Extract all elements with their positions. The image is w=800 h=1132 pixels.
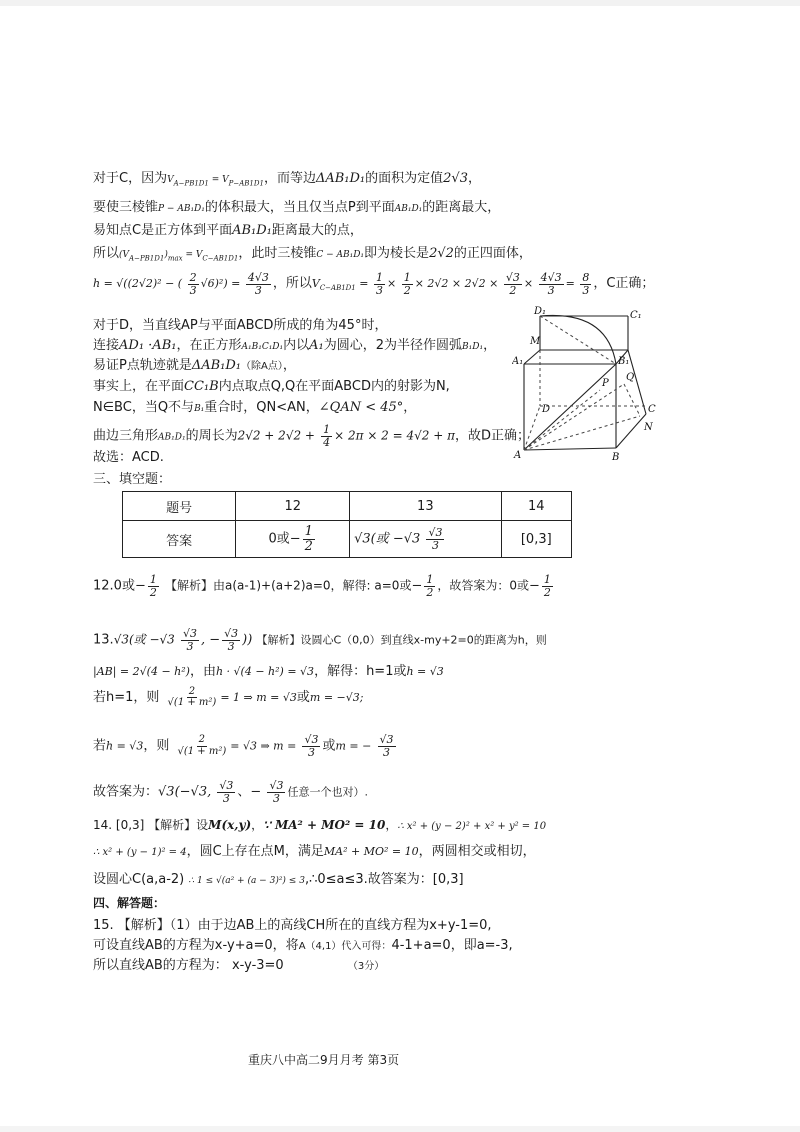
text: 任意一个也对）.: [287, 785, 368, 799]
table-cell: 14: [501, 492, 571, 521]
math: m = −√3;: [309, 691, 364, 704]
math: M(x,y): [208, 818, 252, 832]
table-cell: 13: [350, 492, 501, 521]
math: √3(或 −√3: [354, 531, 421, 547]
text: 可设直线AB的方程为x-y+a=0，将: [93, 938, 299, 953]
text-line: [93, 354, 296, 373]
text-line: 15. 【解析】（1）由于边AB上的高线CH所在的直线方程为x+y-1=0,: [93, 918, 492, 933]
math: AD₁ ·AB₁: [119, 338, 177, 353]
section-heading: 四、解答题：: [93, 896, 166, 910]
fraction: [303, 525, 315, 553]
text-line: [93, 334, 496, 353]
math-sub: A−PB1D1: [173, 179, 209, 188]
numerator: 2: [198, 734, 206, 746]
score-note: （3分）: [347, 961, 385, 972]
math: B₁: [194, 404, 205, 414]
math: AB₁D₁: [158, 432, 186, 443]
label-B1: B₁: [618, 356, 630, 367]
text: 【解析】由a(a-1)+(a+2)a=0，解得: a=0或: [165, 578, 412, 593]
text-line: [93, 196, 500, 215]
fraction: [222, 628, 240, 652]
denominator: 3: [186, 639, 194, 653]
fraction: [374, 272, 385, 296]
denominator: √(1 + m²): [177, 745, 227, 757]
math: ΔAB₁D₁: [315, 171, 366, 186]
text: 距离最大的点，: [271, 223, 363, 238]
math: AB₁D₁: [394, 204, 423, 214]
math-sub: C−AB1D1: [202, 254, 239, 263]
numerator: 1: [426, 573, 434, 586]
fraction: [426, 527, 444, 551]
denominator: 3: [227, 639, 235, 653]
denominator: 2: [304, 538, 313, 554]
table-row: [123, 492, 572, 521]
label-D1: D₁: [534, 306, 547, 317]
math: P − AB₁D₁: [158, 204, 205, 214]
text: 要使三棱锥: [93, 200, 159, 215]
math: ∴ x² + (y − 1)² = 4: [93, 847, 187, 858]
math: ΔAB₁D₁: [191, 358, 242, 373]
math: 2√2: [429, 246, 454, 261]
text: ，圆C上存在点M，满足: [186, 844, 324, 859]
fraction: [321, 424, 332, 448]
label-P: P: [602, 378, 609, 389]
fraction: [378, 734, 396, 758]
text: ，: [251, 818, 264, 832]
math: AB₁D₁: [232, 223, 272, 238]
text-line: [93, 424, 530, 448]
math: = √3 ⇒ m =: [230, 739, 297, 753]
text: ，此时三棱锥: [238, 246, 317, 261]
table-cell: [236, 521, 350, 558]
section-heading: 三、填空题：: [93, 472, 172, 487]
math: V: [311, 277, 320, 291]
text: （除A点）: [241, 361, 283, 372]
numerator: 2: [189, 271, 197, 284]
numerator: 4√3: [540, 271, 562, 284]
math: × 2√2 × 2√2 ×: [414, 277, 499, 291]
math: ∴ x² + (y − 2)² + x² + y² = 10: [397, 821, 547, 832]
numerator: √3: [224, 627, 239, 640]
text-line: [93, 272, 654, 296]
fraction: [267, 780, 285, 804]
math: CC₁B: [184, 379, 219, 394]
text: ，故答案为：0或: [437, 578, 529, 593]
label-C1: C₁: [630, 310, 642, 321]
denominator: 3: [189, 283, 197, 297]
table-cell: 12: [236, 492, 350, 521]
math: A₁: [309, 338, 324, 353]
table-cell: [0,3]: [501, 521, 571, 558]
text: 、: [237, 784, 251, 800]
math: V: [167, 175, 174, 185]
denominator: 2: [149, 585, 157, 599]
text: 对于C，因为: [93, 171, 168, 186]
fraction: [246, 272, 271, 296]
text-line: 故选：ACD.: [93, 450, 164, 465]
text: 或: [296, 690, 310, 705]
page-footer: 重庆八中高二9月月考 第3页: [248, 1053, 400, 1067]
text-line: [93, 840, 536, 859]
label-D: D: [542, 404, 551, 415]
numerator: 1: [304, 523, 313, 539]
text: 所以: [93, 246, 120, 261]
text-line: [93, 780, 368, 804]
fraction: [181, 628, 199, 652]
fraction: [580, 272, 591, 296]
text: 即为棱长是: [364, 246, 430, 261]
denominator: 3: [375, 283, 383, 297]
math: )): [242, 632, 253, 648]
text: ，: [282, 358, 296, 373]
text-line: [93, 734, 398, 758]
denominator: 2: [509, 283, 517, 297]
numerator: √3: [379, 733, 394, 746]
label-Q: Q: [626, 372, 635, 383]
math-sub: C−AB1D1: [319, 284, 356, 293]
text: ，: [385, 818, 398, 832]
text: 13.: [93, 632, 114, 648]
text: 内以: [283, 338, 310, 353]
text: 设圆心C(a,a-2): [93, 872, 185, 887]
text-line: [93, 660, 444, 679]
math-sub: max: [167, 254, 183, 263]
denominator: 3: [222, 791, 230, 805]
label-A1: A₁: [512, 356, 524, 367]
text: 重合时，QN<AN，: [204, 400, 319, 415]
text: 曲边三角形: [93, 428, 159, 444]
cube-figure: [512, 306, 672, 466]
numerator: 8: [582, 271, 590, 284]
label-N: N: [644, 422, 653, 433]
denominator: 2: [403, 283, 411, 297]
text: 所以直线AB的方程为： x-y-3=0: [93, 958, 284, 973]
math: h = √3: [406, 665, 444, 678]
math: = V: [208, 175, 229, 185]
denominator: 4: [323, 435, 331, 449]
numerator: 1: [543, 573, 551, 586]
numerator: 1: [403, 271, 411, 284]
text: 的面积为定值: [365, 171, 444, 186]
fraction: [504, 272, 522, 296]
table-cell: [350, 521, 501, 558]
math: =: [355, 277, 369, 291]
math: m = −: [335, 739, 372, 753]
math: −: [289, 531, 301, 547]
text: 连接: [93, 338, 120, 353]
math: 2√3: [443, 171, 468, 186]
text: ，: [483, 338, 497, 353]
text-line: [93, 574, 555, 598]
denominator: 2: [426, 585, 434, 599]
fraction: [217, 780, 235, 804]
numerator: 1: [149, 573, 157, 586]
numerator: √3: [505, 271, 520, 284]
scan-bottom-edge: [0, 1126, 800, 1132]
label-B: B: [612, 452, 620, 463]
text: 故答案为：: [93, 784, 159, 800]
fraction: [175, 735, 228, 757]
text: ，故D正确；: [455, 428, 531, 444]
text: ，在正方形: [176, 338, 242, 353]
math: ∴ 1 ≤ √(a² + (a − 3)²) ≤ 3: [188, 876, 305, 886]
math: ∵ MA² + MO² = 10: [263, 818, 386, 832]
math: ×: [523, 277, 534, 291]
denominator: 3: [383, 745, 390, 759]
answer-table: [122, 491, 572, 558]
text: ，两圆相交或相切，: [418, 844, 536, 859]
text-line: [93, 686, 363, 709]
scan-top-edge: [0, 0, 800, 6]
denominator: 3: [547, 283, 555, 297]
math: √3(−√3,: [158, 784, 212, 800]
table-cell: 题号: [123, 492, 236, 521]
text: 的周长为: [185, 428, 238, 444]
math: −: [250, 784, 262, 800]
text: 内点取点Q,Q在平面ABCD内的射影为N,: [218, 379, 450, 394]
math: B₁D₁: [462, 342, 484, 352]
text: ，: [403, 400, 417, 415]
numerator: 1: [375, 271, 383, 284]
text: ，所以: [272, 276, 312, 292]
text-line: [93, 868, 464, 887]
text-line: [93, 375, 450, 394]
text: 若h=1，则: [93, 690, 160, 705]
denominator: √(1 + m²): [167, 697, 217, 708]
math: 2√2 + 2√2 +: [237, 428, 315, 443]
text: ，C正确；: [593, 276, 655, 292]
text: ，解得：h=1或: [314, 664, 407, 679]
math: ): [164, 250, 168, 260]
math: = 1 ⇒ m = √3: [220, 691, 297, 704]
math: −: [529, 578, 540, 594]
text: 易知点C是正方体到平面: [93, 223, 233, 238]
numerator: √3: [428, 525, 443, 539]
numerator: √3: [219, 779, 234, 792]
text: N∈BC，当Q不与: [93, 400, 195, 415]
fraction: [166, 687, 219, 709]
numerator: 1: [323, 423, 331, 436]
text: ，: [467, 171, 481, 186]
text: 事实上，在平面: [93, 379, 185, 394]
fraction: [148, 574, 159, 598]
text: 12.0或: [93, 578, 135, 594]
text: ,∴0≤a≤3.故答案为：[0,3]: [304, 872, 464, 887]
fraction: [424, 574, 435, 598]
text: ，则: [143, 738, 170, 754]
math-sub: A−PB1D1: [129, 254, 165, 263]
text: 14. [0,3] 【解析】设: [93, 818, 209, 832]
text: 易证P点轨迹就是: [93, 358, 192, 373]
fraction: [542, 574, 553, 598]
numerator: √3: [182, 627, 197, 640]
math: −: [411, 578, 423, 594]
text: 的距离最大，: [422, 200, 501, 215]
denominator: 3: [431, 538, 439, 552]
text: ，而等边: [263, 171, 316, 186]
math: (V: [119, 250, 130, 260]
denominator: 2: [543, 585, 551, 599]
text: A（4,1）代入可得：: [298, 941, 392, 952]
math: h = √3: [106, 739, 144, 753]
text: 4-1+a=0，即a=-3,: [391, 938, 513, 953]
fraction: [188, 272, 199, 296]
label-M: M: [530, 336, 541, 347]
text: 【解析】设圆心C（0,0）到直线x-my+2=0的距离为h，则: [256, 633, 547, 647]
math: =: [565, 277, 575, 291]
numerator: 4√3: [247, 271, 269, 284]
math: √3(或 −√3: [113, 632, 175, 647]
math: ∠QAN < 45°: [318, 400, 404, 415]
math: × 2π × 2 = 4√2 + π: [334, 428, 455, 443]
denominator: 3: [254, 283, 262, 297]
math: h · √(4 − h²) = √3: [215, 665, 315, 678]
text-line: [93, 219, 363, 238]
table-cell: 答案: [123, 521, 236, 558]
math: √6)²) =: [200, 277, 241, 291]
math: ×: [386, 277, 397, 291]
numerator: √3: [304, 733, 319, 746]
text-line: [93, 396, 416, 415]
math: , −: [200, 632, 221, 648]
label-C: C: [648, 404, 656, 415]
denominator: 3: [307, 745, 315, 759]
text-line: [93, 954, 384, 973]
text: 为圆心，2为半径作圆弧: [323, 338, 463, 353]
fraction: [539, 272, 564, 296]
table-row: [123, 521, 572, 558]
text: 的体积最大，当且仅当点P到平面: [204, 200, 395, 215]
math: −: [134, 578, 146, 594]
text-line: [93, 934, 513, 953]
text-line: 对于D，当直线AP与平面ABCD所成的角为45°时，: [93, 318, 388, 333]
math-sub: P−AB1D1: [228, 179, 264, 188]
text: ，由: [189, 664, 216, 679]
text-line: [93, 242, 532, 263]
numerator: 2: [188, 685, 196, 697]
text: 的正四面体，: [453, 246, 532, 261]
math: |AB| = 2√(4 − h²): [93, 665, 190, 678]
text: 或: [322, 738, 336, 754]
text-line: [93, 816, 546, 833]
math: h = √((2√2)² − (: [93, 277, 183, 291]
math: A₁B₁C₁D₁: [241, 342, 284, 352]
text: 0或: [268, 531, 290, 547]
fraction: [302, 734, 320, 758]
fraction: [402, 272, 413, 296]
label-A: A: [514, 450, 522, 461]
text-line: [93, 167, 481, 188]
numerator: √3: [269, 779, 284, 792]
math: MA² + MO² = 10: [323, 845, 419, 858]
denominator: 3: [272, 791, 280, 805]
text: 若: [93, 738, 107, 754]
denominator: 3: [582, 283, 590, 297]
math: = V: [182, 250, 203, 260]
math: C − AB₁D₁: [316, 250, 365, 260]
text-line: [93, 628, 547, 652]
